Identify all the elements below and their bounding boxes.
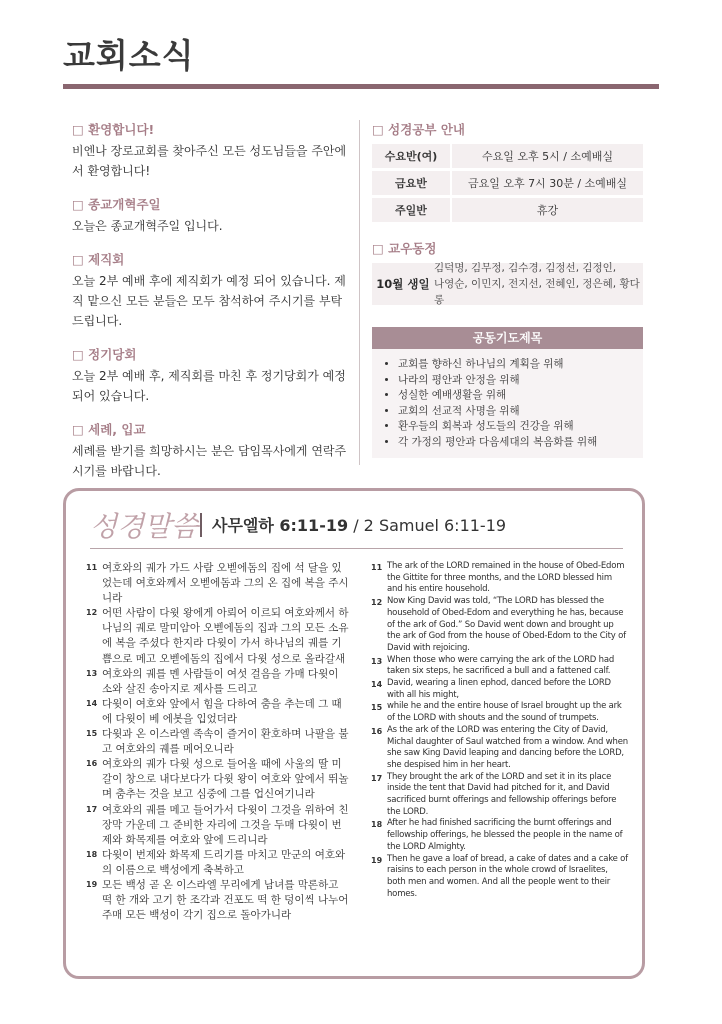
verse (371, 701, 628, 724)
announcement-reformation-sunday (72, 195, 352, 236)
bible-study-heading: □ 성경공부 안내 (372, 122, 465, 137)
announcements-column (72, 120, 352, 495)
verse-number: 19 (86, 879, 98, 889)
announcement-session-meeting (72, 345, 352, 406)
verse-number: 13 (371, 656, 383, 666)
verse (86, 803, 351, 848)
verse-text: while he and the entire house of Israel brought up the ark of the LORD with shouts and the sound of trumpets. (387, 701, 622, 724)
table-row (372, 144, 643, 168)
verse-number: 12 (86, 608, 98, 618)
info-column (372, 120, 643, 458)
verse-number: 12 (371, 598, 383, 608)
prayer-item: • 성실한 예배생활을 위해 (398, 388, 633, 404)
verse-text: 어떤 사람이 다윗 왕에게 아뢰어 이르되 여호와께서 하나님의 궤로 말미암아 오벧에돔의 집과 그의 모든 소유에 복을 주셨다 한지라 다윗이 가서 하나님의 궤를 기쁨으로 메고 오벧에돔의 집에서 다윗 성으로 올라갈새 (102, 607, 349, 665)
scripture-title: 성경말씀 (90, 510, 199, 543)
verse-number: 18 (371, 820, 383, 830)
verse (371, 561, 628, 596)
verse-number: 13 (86, 668, 98, 678)
verse-number: 16 (86, 759, 98, 769)
verse-text: They brought the ark of the LORD and set it in its place inside the tent that David had pitched for it, and David sacrificed burnt offerings and fellowship offerings before the LORD. (387, 771, 617, 817)
verse-text: Now King David was told, “The LORD has blessed the household of Obed-Edom and everything he has, because of the ark of God.” So David went down and brought up the ark of God from the house of Obed-Edom to the City of David with rejoicing. (387, 596, 626, 653)
table-cell-schedule: 휴강 (452, 198, 643, 222)
prayer-item: • 교회를 향하신 하나님의 계획을 위해 (398, 357, 633, 373)
announcement-body: 비엔나 장로교회를 찾아주신 모든 성도님들을 주안에서 환영합니다! (72, 144, 347, 178)
verse-text: When those who were carrying the ark of the LORD had taken six steps, he sacrificed a bull and a fattened calf. (387, 654, 615, 677)
verse (371, 596, 628, 655)
verse (86, 848, 351, 878)
announcement-heading: □ 제직회 (72, 252, 125, 267)
verse (371, 854, 628, 901)
announcement-body: 세례를 받기를 희망하시는 분은 담임목사에게 연락주시기를 바랍니다. (72, 444, 347, 478)
verse-text: Then he gave a loaf of bread, a cake of dates and a cake of raisins to each person in the whole crowd of Israelites, both men and women. And all the people went to their homes. (387, 853, 628, 899)
title-divider (63, 84, 659, 89)
verse-text: As the ark of the LORD was entering the City of David, Michal daughter of Saul watched from a window. And when she saw King David leaping and dancing before the LORD, she despised him in her heart. (387, 724, 628, 770)
birthday-names (434, 260, 643, 308)
verse (86, 727, 351, 757)
prayer-item: • 각 가정의 평안과 다음세대의 복음화를 위해 (398, 435, 633, 451)
verse-text: 모든 백성 곧 온 이스라엘 무리에게 남녀를 막론하고 떡 한 개와 고기 한 조각과 건포도 떡 한 덩이씩 나누어 주매 모든 백성이 각기 집으로 돌아가니라 (102, 878, 349, 922)
table-cell-class: 수요반(여) (372, 144, 452, 168)
announcement-heading: □ 세례, 입교 (72, 422, 146, 437)
verse-number: 14 (371, 680, 383, 690)
birthday-names-line: 나영순, 이민지, 전지선, 전혜인, 정은혜, 황다롱 (433, 278, 640, 306)
table-cell-schedule: 수요일 오후 5시 / 소예배실 (452, 144, 643, 168)
members-news-heading: □ 교우동정 (372, 241, 437, 256)
verse (86, 606, 351, 666)
verse-number: 18 (86, 849, 98, 859)
announcement-heading: □ 정기당회 (72, 347, 137, 362)
verse (371, 772, 628, 819)
announcement-heading: □ 종교개혁주일 (72, 197, 161, 212)
english-verses (371, 561, 628, 900)
verse-text: 다윗이 번제와 화목제 드리기를 마치고 만군의 여호와의 이름으로 백성에게 축복하고 (102, 848, 346, 876)
verse (371, 678, 628, 701)
scripture-reference (212, 513, 506, 536)
birthday-label: 10월 생일 (376, 277, 430, 291)
verse (86, 697, 351, 727)
announcement-body: 오늘 2부 예배 후, 제직회를 마친 후 정기당회가 예정 되어 있습니다. (72, 369, 346, 403)
table-cell-schedule: 금요일 오후 7시 30분 / 소예배실 (452, 171, 643, 195)
announcement-heading: □ 환영합니다! (72, 122, 155, 137)
verse-text: 여호와의 궤가 다윗 성으로 들어올 때에 사울의 딸 미갈이 창으로 내다보다가 다윗 왕이 여호와 앞에서 뛰놀며 춤추는 것을 보고 심중에 그를 업신여기니라 (102, 758, 349, 801)
verse-number: 11 (86, 563, 98, 572)
verse (86, 757, 351, 802)
verse-number: 17 (86, 804, 98, 814)
scripture-box (63, 488, 645, 979)
table-cell-class: 주일반 (372, 198, 452, 222)
table-row (372, 171, 643, 195)
verse-number: 19 (371, 855, 383, 865)
verse-text: After he had finished sacrificing the burnt offerings and fellowship offerings, he blessed the people in the name of the LORD Almighty. (387, 818, 623, 852)
scripture-reference-korean: 사무엘하 6:11-19 (212, 516, 349, 535)
verse-text: 여호와의 궤를 메고 들어가서 다윗이 그것을 위하여 친 장막 가운데 그 준비한 자리에 그것을 두매 다윗이 번제와 화목제를 여호와 앞에 드리니라 (102, 803, 349, 846)
verse-number: 15 (86, 729, 98, 739)
verse-text: 다윗이 여호와 앞에서 힘을 다하여 춤을 추는데 그 때에 다윗이 베 에봇을 입었더라 (102, 697, 342, 725)
announcement-welcome (72, 120, 352, 181)
column-divider (359, 120, 360, 465)
scripture-title-separator (200, 513, 202, 537)
scripture-reference-english: / 2 Samuel 6:11-19 (348, 516, 507, 535)
verse-text: 다윗과 온 이스라엘 족속이 즐거이 환호하며 나팔을 불고 여호와의 궤를 메어오니라 (102, 728, 349, 756)
bible-study-table (372, 141, 643, 225)
verse-number: 14 (86, 698, 98, 708)
page-title: 교회소식 (63, 36, 195, 75)
verse-number: 16 (371, 726, 383, 736)
korean-verses (86, 561, 351, 923)
verse-text: 여호와의 궤가 가드 사람 오벧에돔의 집에 석 달을 있었는데 여호와께서 오벧에돔과 그의 온 집에 복을 주시니라 (102, 562, 349, 605)
prayer-list (372, 349, 643, 458)
announcement-body: 오늘 2부 예배 후에 제직회가 예정 되어 있습니다. 제직 맡으신 모든 분들은 모두 참석하여 주시기를 부탁드립니다. (72, 274, 346, 328)
verse (86, 561, 351, 606)
prayer-heading: 공동기도제목 (372, 327, 643, 349)
verse (86, 667, 351, 697)
verse (371, 725, 628, 772)
verse-text: The ark of the LORD remained in the house of Obed-Edom the Gittite for three months, and the LORD blessed him and his entire household. (387, 561, 625, 595)
table-row (372, 198, 643, 222)
prayer-item: • 교회의 선교적 사명을 위해 (398, 404, 633, 420)
verse-number: 11 (371, 563, 383, 572)
announcement-body: 오늘은 종교개혁주일 입니다. (72, 219, 223, 233)
prayer-item: • 환우들의 회복과 성도들의 건강을 위해 (398, 419, 633, 435)
table-cell-class: 금요반 (372, 171, 452, 195)
announcement-officers-meeting (72, 250, 352, 331)
verse (371, 818, 628, 853)
verse-text: 여호와의 궤를 멘 사람들이 여섯 걸음을 가매 다윗이 소와 살진 송아지로 제사를 드리고 (102, 667, 339, 695)
verse (86, 878, 351, 923)
verse-text: David, wearing a linen ephod, danced before the LORD with all his might, (387, 678, 611, 700)
verse-number: 15 (371, 703, 383, 713)
scripture-divider (90, 548, 623, 549)
announcement-baptism (72, 420, 352, 481)
birthday-names-line: 김덕명, 김무정, 김수경, 김정선, 김정인, (433, 262, 617, 274)
verse-number: 17 (371, 773, 383, 783)
prayer-item: • 나라의 평안과 안정을 위해 (398, 373, 633, 389)
verse (371, 655, 628, 678)
birthday-box (372, 263, 643, 305)
